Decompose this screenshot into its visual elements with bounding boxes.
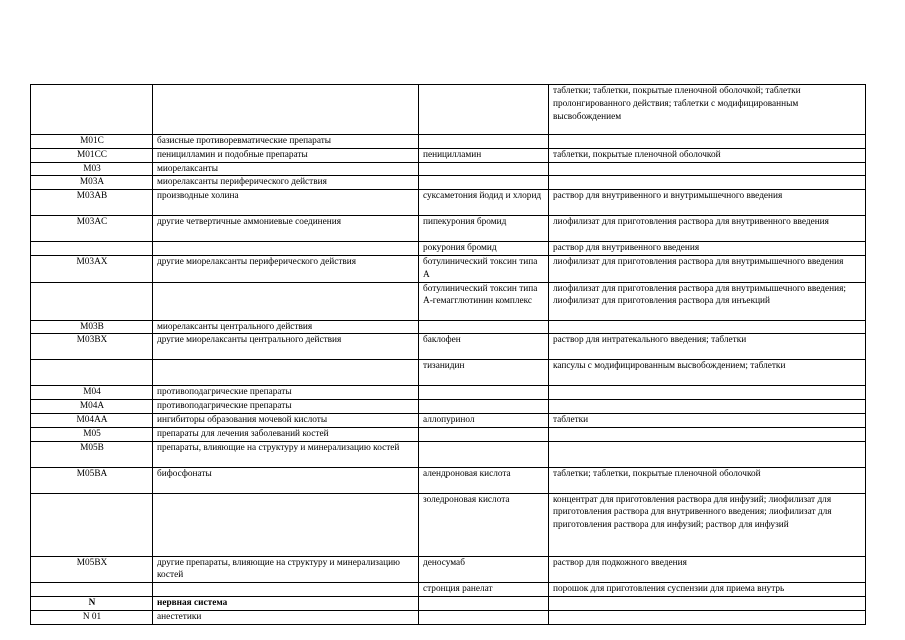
group-name-cell [153, 85, 419, 135]
atc-code-cell [31, 360, 153, 386]
group-name-cell: другие четвертичные аммониевые соединения [153, 216, 419, 242]
atc-code-cell [31, 242, 153, 256]
group-name-cell [153, 583, 419, 597]
dosage-form-cell: раствор для интратекального введения; таблетки [549, 334, 866, 360]
drug-name-cell: золедроновая кислота [419, 493, 549, 556]
group-name-cell: бифосфонаты [153, 467, 419, 493]
drug-name-cell: рокурония бромид [419, 242, 549, 256]
dosage-form-cell: раствор для внутривенного введения [549, 242, 866, 256]
atc-code-cell: M03 [31, 162, 153, 176]
dosage-form-cell: лиофилизат для приготовления раствора для внутривенного введения [549, 216, 866, 242]
group-name-cell [153, 282, 419, 320]
group-name-cell: пеницилламин и подобные препараты [153, 148, 419, 162]
dosage-form-cell: таблетки; таблетки, покрытые пленочной оболочкой; таблетки пролонгированного действия; таблетки с модифицированным высвобождением [549, 85, 866, 135]
drug-name-cell [419, 176, 549, 190]
table-row [31, 176, 866, 190]
atc-code-cell [31, 493, 153, 556]
atc-code-cell: M03AB [31, 190, 153, 216]
group-name-cell: препараты для лечения заболеваний костей [153, 427, 419, 441]
atc-code-cell: M05B [31, 441, 153, 467]
dosage-form-cell [549, 176, 866, 190]
group-name-cell: другие миорелаксанты центрального действия [153, 334, 419, 360]
table-row [31, 216, 866, 242]
group-name-cell: производные холина [153, 190, 419, 216]
group-name-cell: другие препараты, влияющие на структуру и минерализацию костей [153, 556, 419, 583]
drug-name-cell: ботулинический токсин типа A [419, 255, 549, 282]
atc-code-cell [31, 85, 153, 135]
drug-name-cell [419, 610, 549, 624]
atc-code-cell: N 01 [31, 610, 153, 624]
table-row [31, 162, 866, 176]
drug-name-cell [419, 320, 549, 334]
group-name-cell [153, 360, 419, 386]
drug-name-cell: пеницилламин [419, 148, 549, 162]
dosage-form-cell: таблетки, покрытые пленочной оболочкой [549, 148, 866, 162]
dosage-form-cell [549, 610, 866, 624]
group-name-cell [153, 493, 419, 556]
atc-code-cell: M05 [31, 427, 153, 441]
dosage-form-cell [549, 320, 866, 334]
dosage-form-cell: капсулы с модифицированным высвобождением; таблетки [549, 360, 866, 386]
atc-code-cell: M01C [31, 135, 153, 149]
atc-code-cell: M01CC [31, 148, 153, 162]
drug-name-cell: алендроновая кислота [419, 467, 549, 493]
dosage-form-cell: раствор для внутривенного и внутримышечного введения [549, 190, 866, 216]
drug-name-cell [419, 386, 549, 400]
dosage-form-cell [549, 427, 866, 441]
dosage-form-cell [549, 596, 866, 610]
dosage-form-cell [549, 162, 866, 176]
atc-code-cell: M04 [31, 386, 153, 400]
table-row [31, 320, 866, 334]
dosage-form-cell: порошок для приготовления суспензии для приема внутрь [549, 583, 866, 597]
table-row [31, 334, 866, 360]
drug-name-cell: аллопуринол [419, 413, 549, 427]
table-row [31, 85, 866, 135]
dosage-form-cell: концентрат для приготовления раствора для инфузий; лиофилизат для приготовления раствора для внутривенного введения; лиофилизат для приготовления раствора для инфузий; раствор для инфузий [549, 493, 866, 556]
table-row [31, 135, 866, 149]
dosage-form-cell: таблетки [549, 413, 866, 427]
dosage-form-cell [549, 386, 866, 400]
table-row [31, 413, 866, 427]
drug-name-cell: тизанидин [419, 360, 549, 386]
atc-code-cell: M05BX [31, 556, 153, 583]
table-row [31, 386, 866, 400]
dosage-form-cell [549, 441, 866, 467]
table-row [31, 148, 866, 162]
table-row [31, 583, 866, 597]
group-name-cell: базисные противоревматические препараты [153, 135, 419, 149]
group-name-cell [153, 242, 419, 256]
drug-name-cell [419, 400, 549, 414]
atc-code-cell [31, 282, 153, 320]
drug-name-cell: суксаметония йодид и хлорид [419, 190, 549, 216]
atc-code-cell: M03AC [31, 216, 153, 242]
atc-code-cell: M03BX [31, 334, 153, 360]
table-row [31, 610, 866, 624]
drug-name-cell: стронция ранелат [419, 583, 549, 597]
group-name-cell: миорелаксанты [153, 162, 419, 176]
drug-classification-table [30, 84, 866, 625]
drug-name-cell: деносумаб [419, 556, 549, 583]
table-row [31, 242, 866, 256]
dosage-form-cell [549, 135, 866, 149]
drug-name-cell [419, 427, 549, 441]
drug-name-cell [419, 441, 549, 467]
table-row [31, 190, 866, 216]
drug-name-cell: баклофен [419, 334, 549, 360]
dosage-form-cell [549, 400, 866, 414]
group-name-cell: противоподагрические препараты [153, 386, 419, 400]
atc-code-cell [31, 583, 153, 597]
drug-name-cell [419, 162, 549, 176]
atc-code-cell: M04AA [31, 413, 153, 427]
table-row [31, 596, 866, 610]
atc-code-cell: M03A [31, 176, 153, 190]
table-row [31, 360, 866, 386]
group-name-cell: миорелаксанты периферического действия [153, 176, 419, 190]
dosage-form-cell: раствор для подкожного введения [549, 556, 866, 583]
table-row [31, 441, 866, 467]
table-row [31, 427, 866, 441]
group-name-cell: миорелаксанты центрального действия [153, 320, 419, 334]
group-name-cell: нервная система [153, 596, 419, 610]
dosage-form-cell: лиофилизат для приготовления раствора для внутримышечного введения [549, 255, 866, 282]
atc-code-cell: M04A [31, 400, 153, 414]
drug-name-cell [419, 135, 549, 149]
group-name-cell: противоподагрические препараты [153, 400, 419, 414]
table-row [31, 400, 866, 414]
table-row [31, 255, 866, 282]
dosage-form-cell: лиофилизат для приготовления раствора для внутримышечного введения; лиофилизат для приготовления раствора для инъекций [549, 282, 866, 320]
drug-name-cell [419, 596, 549, 610]
table-row [31, 556, 866, 583]
drug-name-cell: пипекурония бромид [419, 216, 549, 242]
group-name-cell: анестетики [153, 610, 419, 624]
group-name-cell: другие миорелаксанты периферического действия [153, 255, 419, 282]
drug-name-cell: ботулинический токсин типа A-гемагглютинин комплекс [419, 282, 549, 320]
table-row [31, 467, 866, 493]
dosage-form-cell: таблетки; таблетки, покрытые пленочной оболочкой [549, 467, 866, 493]
atc-code-cell: M03AX [31, 255, 153, 282]
atc-code-cell: N [31, 596, 153, 610]
drug-name-cell [419, 85, 549, 135]
document-page [30, 84, 866, 625]
group-name-cell: ингибиторы образования мочевой кислоты [153, 413, 419, 427]
atc-code-cell: M03B [31, 320, 153, 334]
table-row [31, 282, 866, 320]
table-row [31, 493, 866, 556]
group-name-cell: препараты, влияющие на структуру и минерализацию костей [153, 441, 419, 467]
atc-code-cell: M05BA [31, 467, 153, 493]
